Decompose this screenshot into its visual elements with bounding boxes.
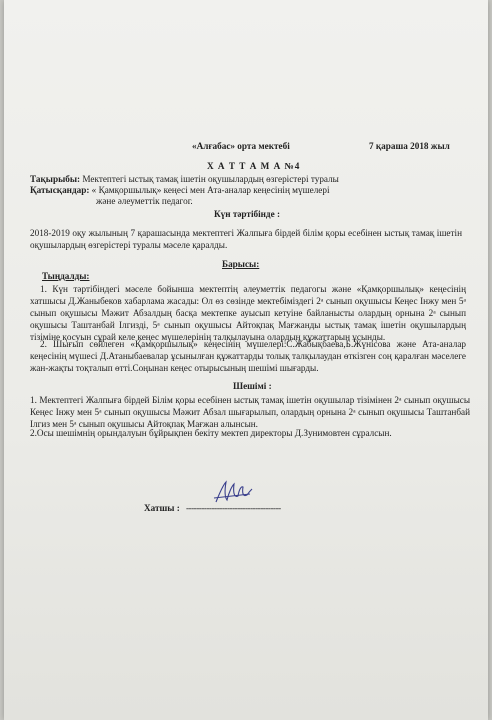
proceedings-heading: Барысы:	[222, 259, 260, 269]
decision-item-2: 2.Осы шешімнің орындалуын бұйрықпен бекіту мектеп директоры Д.Зунимовтен сұралсын.	[30, 428, 392, 438]
agenda-text: 2018-2019 оқу жылының 7 қарашасында мектептегі Жалпыға бірдей білім қоры есебінен ыстық тамақ ішетін оқушылардың өзгерістері туралы мәселе қаралды.	[30, 228, 462, 250]
topic-text: Мектептегі ыстық тамақ ішетін оқушылардың өзгерістері туралы	[82, 174, 339, 184]
agenda-heading: Күн тәртібінде :	[214, 209, 281, 219]
signature-icon	[212, 478, 256, 508]
topic-label: Тақырыбы:	[30, 174, 81, 184]
participants-text: « Қамқоршылық» кеңесі мен Ата-аналар кеңесінің мүшелері	[91, 185, 330, 195]
proceedings-item-1: 1. Күн тәртібіндегі мәселе бойынша мектептің әлеуметтік педагогы және «Қамқоршылық» кеңесінің хатшысы Д.Жаныбеков хабарлама жасады: Ол өз сөзінде мектебіміздегі 2ᵃ сынып оқушысы Кеңес Інжу мен 5ᵃ сынып оқушысы Мәжит Абзалдың басқа мектепке ауысып кетуіне байланысты олардың орнына 2ᵃ сынып оқушысы Таштанбай Ілгизді, 5ᵃ сынып оқушысы Айтоқпақ Мағжанды ыстық тамақ ішетін оқушылардың тізіміне қосуын сұрай келе кеңес мүшелерінің талқылауына олардың құжаттарын ұсынды.	[30, 284, 466, 342]
participants-text-2: және әлеуметтік педагог.	[96, 196, 193, 206]
decision-heading: Шешімі :	[233, 381, 272, 391]
secretary-label: Хатшы :	[144, 503, 180, 513]
decision-item-1: 1. Мектептегі Жалпыға бірдей Білім қоры есебінен ыстық тамақ ішетін оқушылар тізімінен 2ᵃ сынып оқушысы Кеңес Інжу мен 5ᵃ сынып оқушысы Мәжит Абзал шығарылып, олардың орнына 2ᵃ сынып оқушысы Таштанбай Ілгиз мен 5ᵃ сынып оқушысы Айтоқпақ Мағжан алынсын.	[30, 395, 470, 429]
listened-label: Тыңдалды:	[42, 271, 90, 281]
document-date: 7 қараша 2018 жыл	[369, 141, 450, 151]
document-title: Х А Т Т А М А №4	[207, 161, 301, 171]
document-page	[4, 0, 488, 720]
school-name: «Алғабас» орта мектебі	[192, 141, 290, 151]
secretary-signature-line: -------------------------------------	[186, 503, 281, 513]
participants-label: Қатысқандар:	[30, 185, 90, 195]
proceedings-item-2: 2. Шығып сөйлеген «Қамқоршылық» кеңесінің мүшелері:С.Жабықбаева,Б.Жүнісова және Ата-аналар кеңесінің мүшесі Д.Атаныбаевалар ұсынылған құжаттарды толық талқылаудан өткізген соң қаралған мәселеге жан-жақты тоқталып өтті.Соңынан кеңес отырысының шешімі шығарды.	[30, 339, 466, 373]
